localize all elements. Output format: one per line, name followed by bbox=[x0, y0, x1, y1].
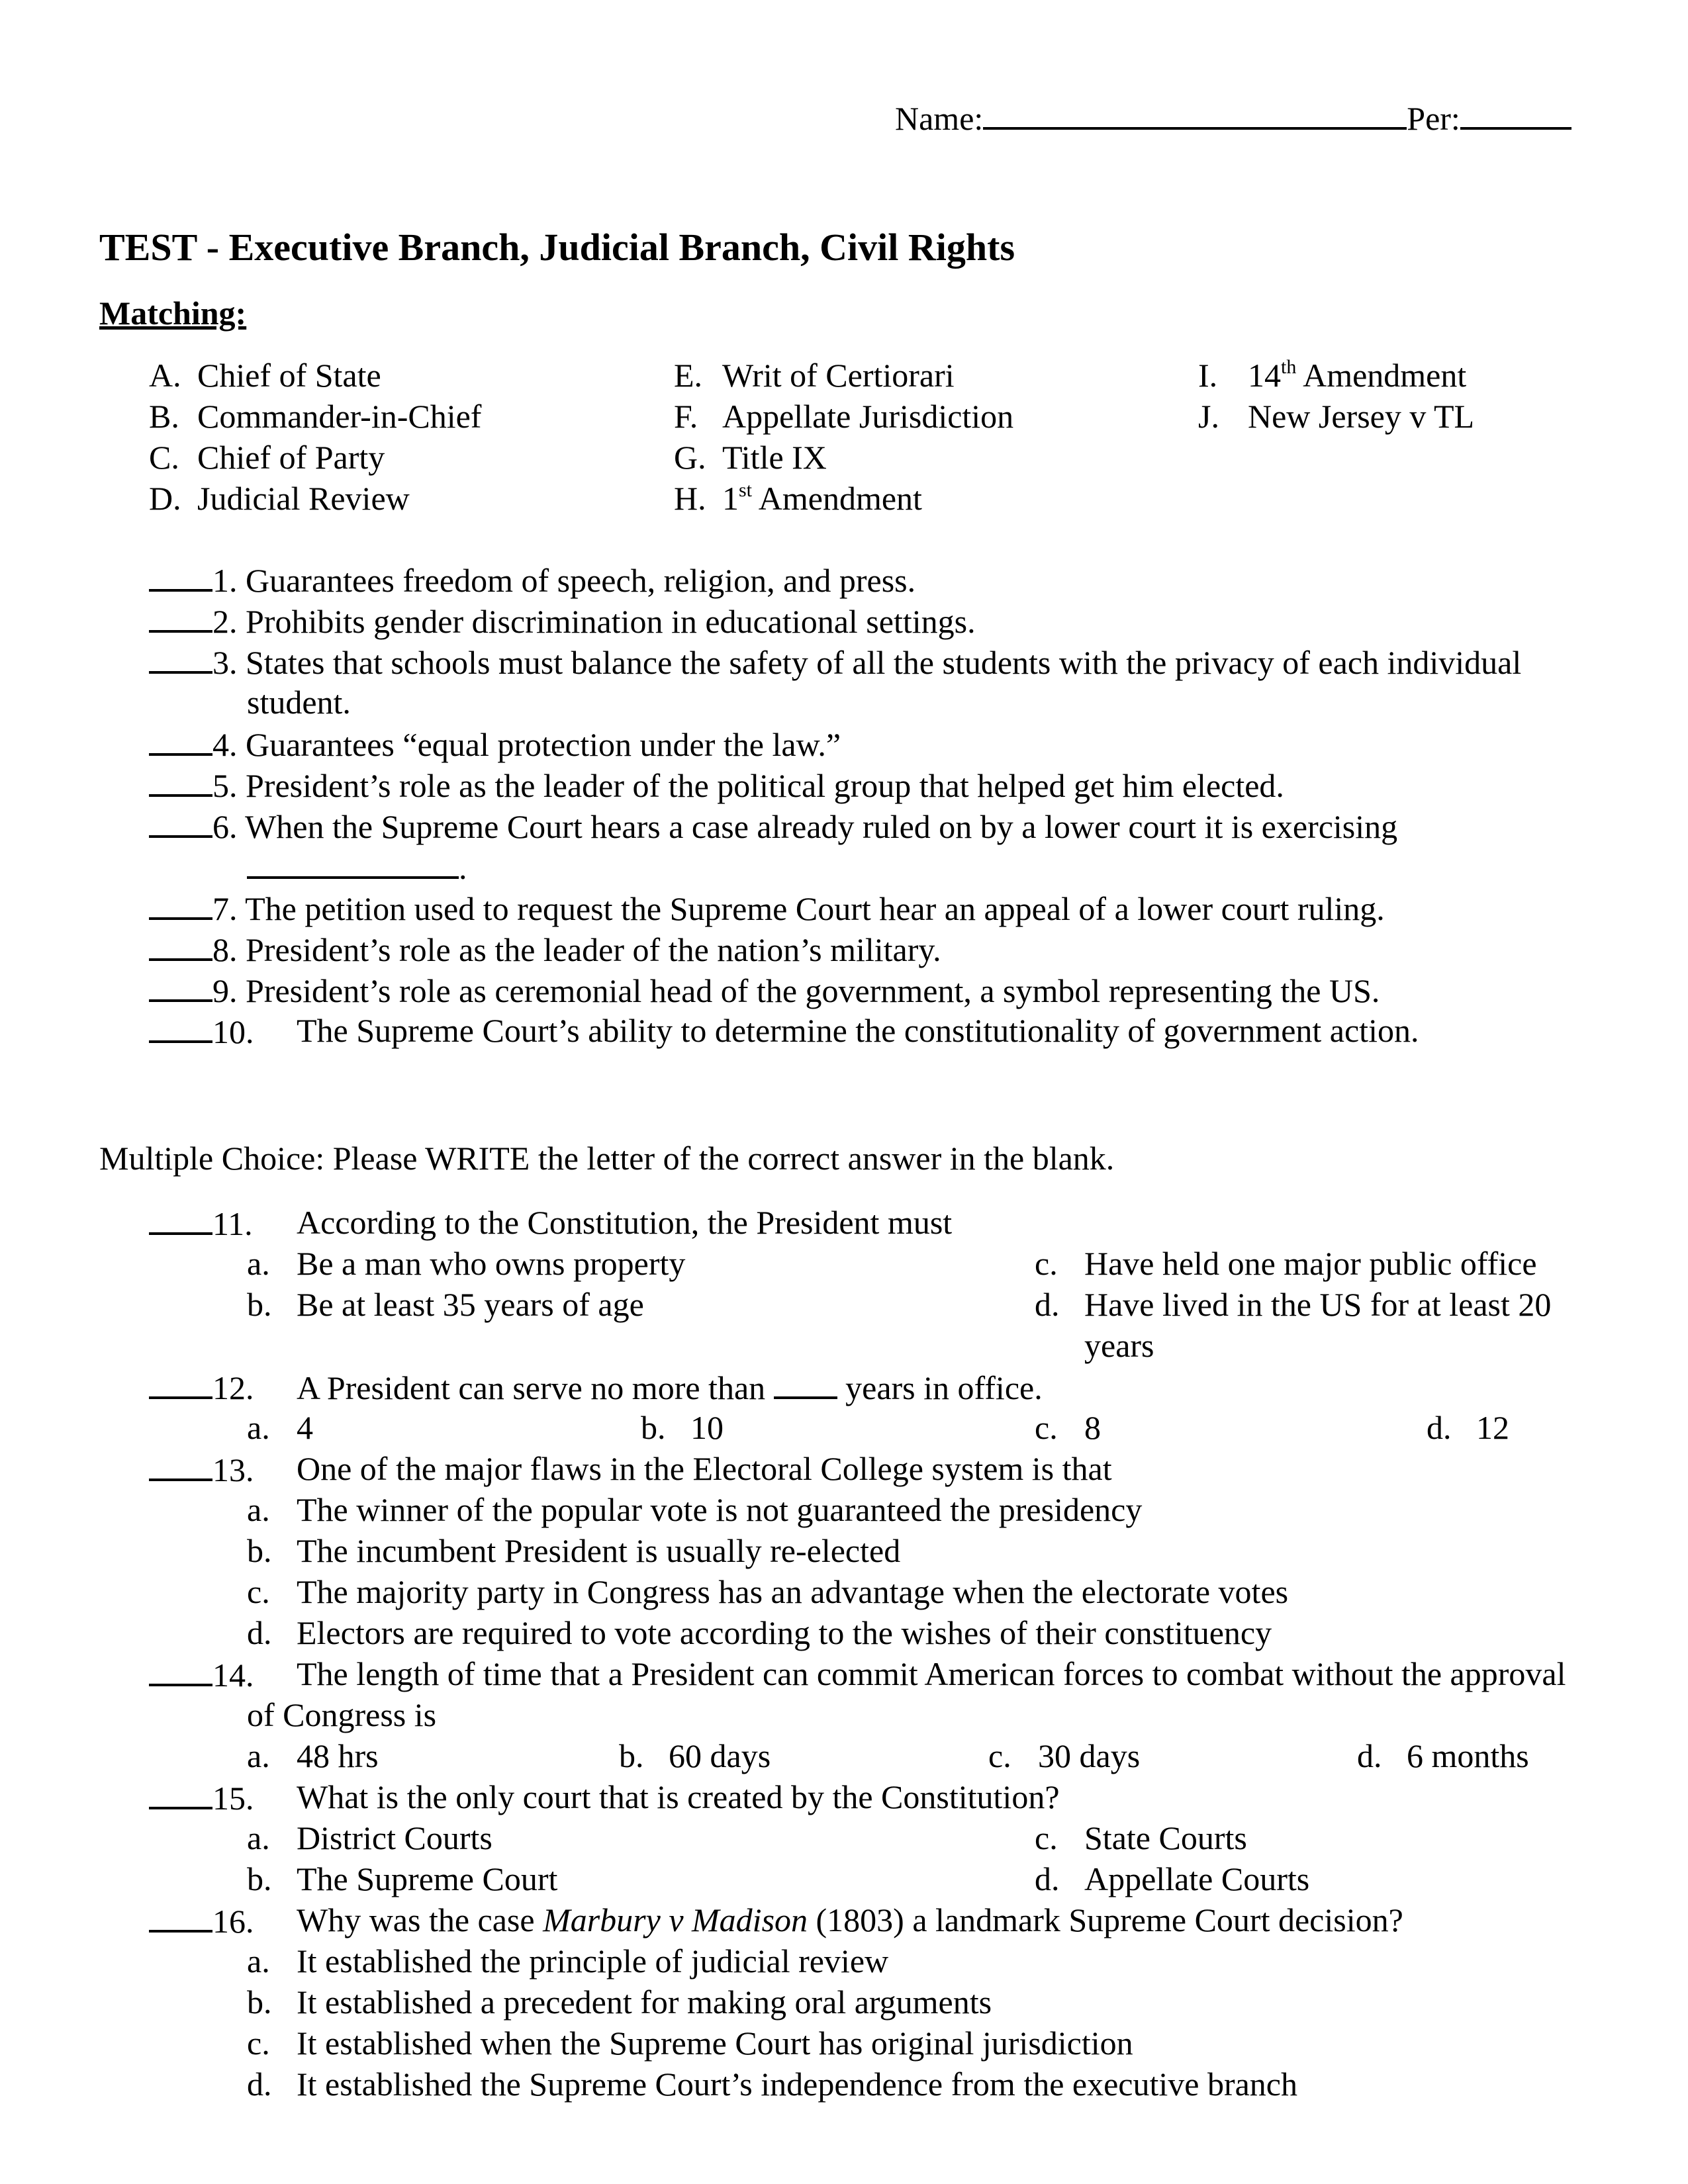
mc-instructions: Multiple Choice: Please WRITE the letter of the correct answer in the blank. bbox=[99, 1140, 1115, 1177]
answer-blank[interactable] bbox=[149, 973, 212, 1002]
choice-13c[interactable]: c. The majority party in Congress has an advantage when the electorate votes bbox=[247, 1573, 1289, 1610]
per-label: Per: bbox=[1407, 100, 1460, 137]
answer-blank[interactable] bbox=[149, 1903, 212, 1933]
matching-heading: Matching: bbox=[99, 295, 247, 332]
matching-question-5: 5. President’s role as the leader of the political group that helped get him elected. bbox=[149, 768, 1284, 802]
name-blank[interactable] bbox=[983, 101, 1407, 130]
choice-14c[interactable]: c. 30 days bbox=[988, 1737, 1141, 1774]
option-j: J. New Jersey v TL bbox=[1198, 398, 1475, 435]
matching-question-7: 7. The petition used to request the Supreme Court hear an appeal of a lower court ruling. bbox=[149, 891, 1385, 925]
option-e: E. Writ of Certiorari bbox=[674, 357, 955, 394]
matching-question-9: 9. President’s role as ceremonial head of the government, a symbol representing the US. bbox=[149, 973, 1380, 1007]
option-c: C. Chief of Party bbox=[149, 439, 385, 476]
answer-blank[interactable] bbox=[149, 1014, 212, 1043]
answer-blank[interactable] bbox=[149, 891, 212, 920]
matching-question-6: 6. When the Supreme Court hears a case already ruled on by a lower court it is exercising bbox=[149, 809, 1397, 843]
choice-12a[interactable]: a. 4 bbox=[247, 1409, 313, 1446]
choice-15a[interactable]: a. District Courts bbox=[247, 1819, 492, 1856]
mc-question-15: 15. What is the only court that is created by the Constitution? bbox=[149, 1780, 254, 1815]
answer-blank[interactable] bbox=[149, 768, 212, 797]
answer-blank[interactable] bbox=[149, 1780, 212, 1809]
choice-15b[interactable]: b. The Supreme Court bbox=[247, 1860, 558, 1897]
answer-blank[interactable] bbox=[149, 1370, 212, 1399]
matching-question-1: 1. Guarantees freedom of speech, religion, and press. bbox=[149, 563, 915, 597]
choice-11a[interactable]: a. Be a man who owns property bbox=[247, 1245, 686, 1282]
choice-12b[interactable]: b. 10 bbox=[641, 1409, 724, 1446]
option-d: D. Judicial Review bbox=[149, 480, 410, 517]
answer-blank[interactable] bbox=[149, 1452, 212, 1481]
mc-question-12: 12. A President can serve no more than years in office. bbox=[149, 1370, 254, 1404]
option-i: I. 14th Amendment bbox=[1198, 356, 1467, 394]
choice-12d[interactable]: d. 12 bbox=[1427, 1409, 1509, 1446]
answer-blank[interactable] bbox=[149, 645, 212, 674]
name-per-header bbox=[895, 101, 1571, 135]
matching-question-10: 10. The Supreme Court’s ability to determine the constitutionality of government action. bbox=[149, 1014, 254, 1048]
matching-question-6-cont: . bbox=[247, 850, 467, 884]
choice-12c[interactable]: c. 8 bbox=[1035, 1409, 1101, 1446]
mc-question-14-cont: of Congress is bbox=[247, 1696, 437, 1733]
choice-13d[interactable]: d. Electors are required to vote according to the wishes of their constituency bbox=[247, 1614, 1272, 1651]
choice-11d-cont: years bbox=[1084, 1327, 1154, 1364]
choice-15c[interactable]: c. State Courts bbox=[1035, 1819, 1247, 1856]
choice-13a[interactable]: a. The winner of the popular vote is not guaranteed the presidency bbox=[247, 1491, 1143, 1528]
option-f: F. Appellate Jurisdiction bbox=[674, 398, 1014, 435]
matching-question-3: 3. States that schools must balance the safety of all the students with the privacy of each individual bbox=[149, 645, 1521, 679]
choice-11b[interactable]: b. Be at least 35 years of age bbox=[247, 1286, 644, 1323]
choice-11c[interactable]: c. Have held one major public office bbox=[1035, 1245, 1537, 1282]
option-g: G. Title IX bbox=[674, 439, 827, 476]
choice-14b[interactable]: b. 60 days bbox=[619, 1737, 771, 1774]
mc-question-14: 14. The length of time that a President can commit American forces to combat without the approval bbox=[149, 1657, 254, 1692]
choice-14a[interactable]: a. 48 hrs bbox=[247, 1737, 379, 1774]
mc-question-16: 16. Why was the case Marbury v Madison (1803) a landmark Supreme Court decision? bbox=[149, 1903, 254, 1938]
answer-blank[interactable] bbox=[149, 727, 212, 756]
answer-blank[interactable] bbox=[149, 1657, 212, 1686]
answer-blank[interactable] bbox=[149, 809, 212, 838]
matching-question-2: 2. Prohibits gender discrimination in educational settings. bbox=[149, 604, 976, 638]
per-blank[interactable] bbox=[1460, 101, 1571, 130]
answer-blank[interactable] bbox=[149, 932, 212, 961]
mc-question-11: 11. According to the Constitution, the President must bbox=[149, 1206, 253, 1240]
option-h: H. 1st Amendment bbox=[674, 479, 922, 517]
choice-15d[interactable]: d. Appellate Courts bbox=[1035, 1860, 1310, 1897]
case-name: Marbury v Madison bbox=[543, 1901, 808, 1938]
choice-14d[interactable]: d. 6 months bbox=[1357, 1737, 1529, 1774]
mc-question-13: 13. One of the major flaws in the Electoral College system is that bbox=[149, 1452, 254, 1486]
matching-question-8: 8. President’s role as the leader of the nation’s military. bbox=[149, 932, 941, 966]
choice-16c[interactable]: c. It established when the Supreme Court has original jurisdiction bbox=[247, 2025, 1133, 2062]
choice-13b[interactable]: b. The incumbent President is usually re-elected bbox=[247, 1532, 901, 1569]
option-b: B. Commander-in-Chief bbox=[149, 398, 482, 435]
fill-in-blank[interactable] bbox=[774, 1370, 837, 1399]
matching-question-3-cont: student. bbox=[247, 684, 351, 721]
answer-blank[interactable] bbox=[149, 1206, 212, 1235]
choice-16a[interactable]: a. It established the principle of judicial review bbox=[247, 1942, 889, 1979]
answer-blank[interactable] bbox=[149, 604, 212, 633]
choice-16d[interactable]: d. It established the Supreme Court’s independence from the executive branch bbox=[247, 2066, 1297, 2103]
answer-blank[interactable] bbox=[149, 563, 212, 592]
name-label: Name: bbox=[895, 100, 984, 137]
option-a: A. Chief of State bbox=[149, 357, 381, 394]
fill-in-blank[interactable] bbox=[247, 850, 459, 879]
choice-11d[interactable]: d. Have lived in the US for at least 20 bbox=[1035, 1286, 1552, 1323]
choice-16b[interactable]: b. It established a precedent for making oral arguments bbox=[247, 1983, 992, 2021]
matching-question-4: 4. Guarantees “equal protection under the law.” bbox=[149, 727, 841, 761]
page-title: TEST - Executive Branch, Judicial Branch, Civil Rights bbox=[99, 226, 1015, 269]
